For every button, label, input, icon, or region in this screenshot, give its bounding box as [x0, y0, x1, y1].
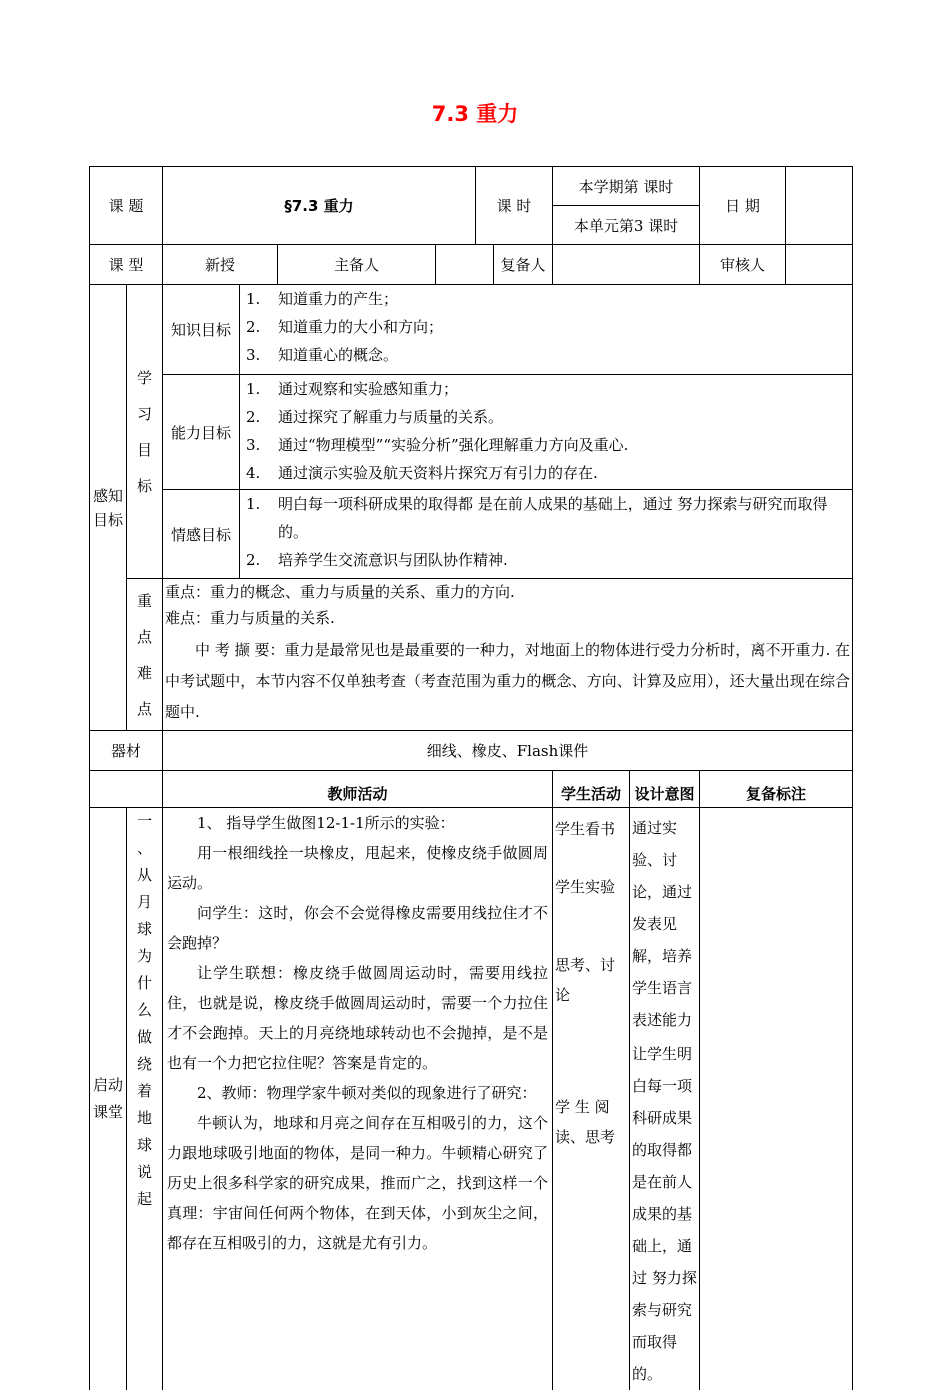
section-title-char: 为 [127, 943, 162, 970]
design-intent: 让学生明白每一项科研成果的取得都 是在前人成果的基础上，通过 努力探索与研究而取得的。 [632, 1038, 697, 1390]
emotion-goal-label: 情感目标 [163, 490, 240, 579]
key-point-char: 点 [127, 619, 162, 655]
equipment-label: 器材 [90, 731, 163, 771]
difficult-point-text: 难点：重力与质量的关系. [165, 605, 850, 631]
section-title-char: 球 [127, 916, 162, 943]
section-title-char: 绕 [127, 1051, 162, 1078]
section-title-char: 做 [127, 1024, 162, 1051]
study-goal-char: 习 [127, 396, 162, 432]
teacher-paragraph: 2、教师：物理学家牛顿对类似的现象进行了研究： [167, 1078, 548, 1108]
student-activity: 学生实验 [555, 872, 627, 902]
topic-label: 课 题 [90, 167, 163, 245]
startup-label [90, 808, 127, 1390]
section-title-char: 从 [127, 862, 162, 889]
list-item: 1. 明白每一项科研成果的取得都 是在前人成果的基础上，通过 努力探索与研究而取得的。 [243, 490, 849, 546]
ability-goal-label: 能力目标 [163, 375, 240, 490]
section-title-char: 月 [127, 889, 162, 916]
perception-goal-label-line2: 目标 [90, 508, 126, 532]
study-goal-label [127, 285, 163, 579]
list-item: 2. 知道重力的大小和方向； [243, 313, 849, 341]
period-semester: 本学期第 课时 [553, 167, 700, 206]
teacher-paragraph: 问学生：这时，你会不会觉得橡皮需要用线拉住才不会跑掉？ [167, 898, 548, 958]
teacher-activity-content [163, 808, 553, 1390]
topic-value: §7.3 重力 [163, 167, 476, 245]
reviewer-value [786, 245, 853, 285]
review-note-content [700, 808, 853, 1390]
teacher-paragraph: 用一根细线拴一块橡皮，甩起来，使橡皮绕手做圆周运动。 [167, 838, 548, 898]
key-point-label [127, 579, 163, 731]
key-point-char: 重 [127, 583, 162, 619]
list-item: 1. 知道重力的产生； [243, 285, 849, 313]
student-activity: 思考、讨论 [555, 950, 627, 1010]
type-label: 课 型 [90, 245, 163, 285]
list-item: 3. 通过“物理模型”“实验分析”强化理解重力方向及重心. [243, 431, 849, 459]
startup-label-line2: 课堂 [90, 1099, 126, 1126]
startup-label-line1: 启动 [90, 1072, 126, 1099]
list-item: 4. 通过演示实验及航天资料片探究万有引力的存在. [243, 459, 849, 487]
date-value [786, 167, 853, 245]
page-title: 7.3 重力 [0, 98, 950, 128]
section-title-char: 地 [127, 1105, 162, 1132]
section-title-char: 起 [127, 1186, 162, 1213]
list-item: 1. 通过观察和实验感知重力； [243, 375, 849, 403]
list-item: 2. 通过探究了解重力与质量的关系。 [243, 403, 849, 431]
section-title-char: 球 [127, 1132, 162, 1159]
co-prep-value [553, 245, 700, 285]
section-title-vertical [127, 808, 163, 1390]
date-label: 日 期 [700, 167, 786, 245]
list-item: 2. 培养学生交流意识与团队协作精神. [243, 546, 849, 574]
perception-goal-label [90, 285, 127, 731]
exam-summary-text: 中 考 撷 要：重力是最常见也是最重要的一种力，对地面上的物体进行受力分析时，离不开重力. 在中考试题中，本节内容不仅单独考查（考查范围为重力的概念、方向、计算及应用），还大量出现在综合题中. [165, 635, 850, 728]
section-title-char: 什 [127, 970, 162, 997]
column-header-teacher: 教师活动 [163, 771, 553, 808]
emotion-goal-list [240, 490, 853, 579]
study-goal-char: 学 [127, 360, 162, 396]
section-title-char: 么 [127, 997, 162, 1024]
column-header-note: 复备标注 [700, 771, 853, 808]
student-activity-content [553, 808, 630, 1390]
column-header-empty [90, 771, 163, 808]
co-prep-label: 复备人 [494, 245, 553, 285]
section-title-char: 、 [127, 835, 162, 862]
student-activity: 学 生 阅读、思考 [555, 1092, 627, 1152]
key-point-char: 点 [127, 691, 162, 727]
main-prep-label: 主备人 [278, 245, 436, 285]
section-title-char: 一 [127, 808, 162, 835]
study-goal-char: 标 [127, 468, 162, 504]
lesson-plan-table [89, 166, 853, 1390]
ability-goal-list [240, 375, 853, 490]
knowledge-goal-list [240, 285, 853, 375]
design-intent-content [630, 808, 700, 1390]
section-title-char: 说 [127, 1159, 162, 1186]
reviewer-label: 审核人 [700, 245, 786, 285]
study-goal-char: 目 [127, 432, 162, 468]
column-header-intent: 设计意图 [630, 771, 700, 808]
equipment-value: 细线、橡皮、Flash课件 [163, 731, 853, 771]
teacher-paragraph: 牛顿认为，地球和月亮之间存在互相吸引的力，这个力跟地球吸引地面的物体，是同一种力。牛顿精心研究了历史上很多科学家的研究成果，推而广之，找到这样一个真理：宇宙间任何两个物体，在到天体，小到灰尘之间，都存在互相吸引的力，这就是尤有引力。 [167, 1108, 548, 1258]
main-prep-value [436, 245, 494, 285]
teacher-paragraph: 让学生联想：橡皮绕手做圆周运动时，需要用线拉住，也就是说，橡皮绕手做圆周运动时，需要一个力拉住才不会跑掉。天上的月亮绕地球转动也不会抛掉，是不是也有一个力把它拉住呢？答案是肯定的。 [167, 958, 548, 1078]
type-value: 新授 [163, 245, 278, 285]
perception-goal-label-line1: 感知 [90, 484, 126, 508]
column-header-student: 学生活动 [553, 771, 630, 808]
student-activity: 学生看书 [555, 814, 627, 844]
period-label: 课 时 [476, 167, 553, 245]
key-point-char: 难 [127, 655, 162, 691]
period-unit: 本单元第3 课时 [553, 206, 700, 245]
section-title-char: 着 [127, 1078, 162, 1105]
key-point-text: 重点：重力的概念、重力与质量的关系、重力的方向. [165, 579, 850, 605]
design-intent: 通过实验、讨论，通过发表见解，培养学生语言表述能力 [632, 812, 697, 1036]
knowledge-goal-label: 知识目标 [163, 285, 240, 375]
list-item: 3. 知道重心的概念。 [243, 341, 849, 369]
key-points-content [163, 579, 853, 731]
teacher-paragraph: 1、 指导学生做图12-1-1所示的实验： [167, 808, 548, 838]
